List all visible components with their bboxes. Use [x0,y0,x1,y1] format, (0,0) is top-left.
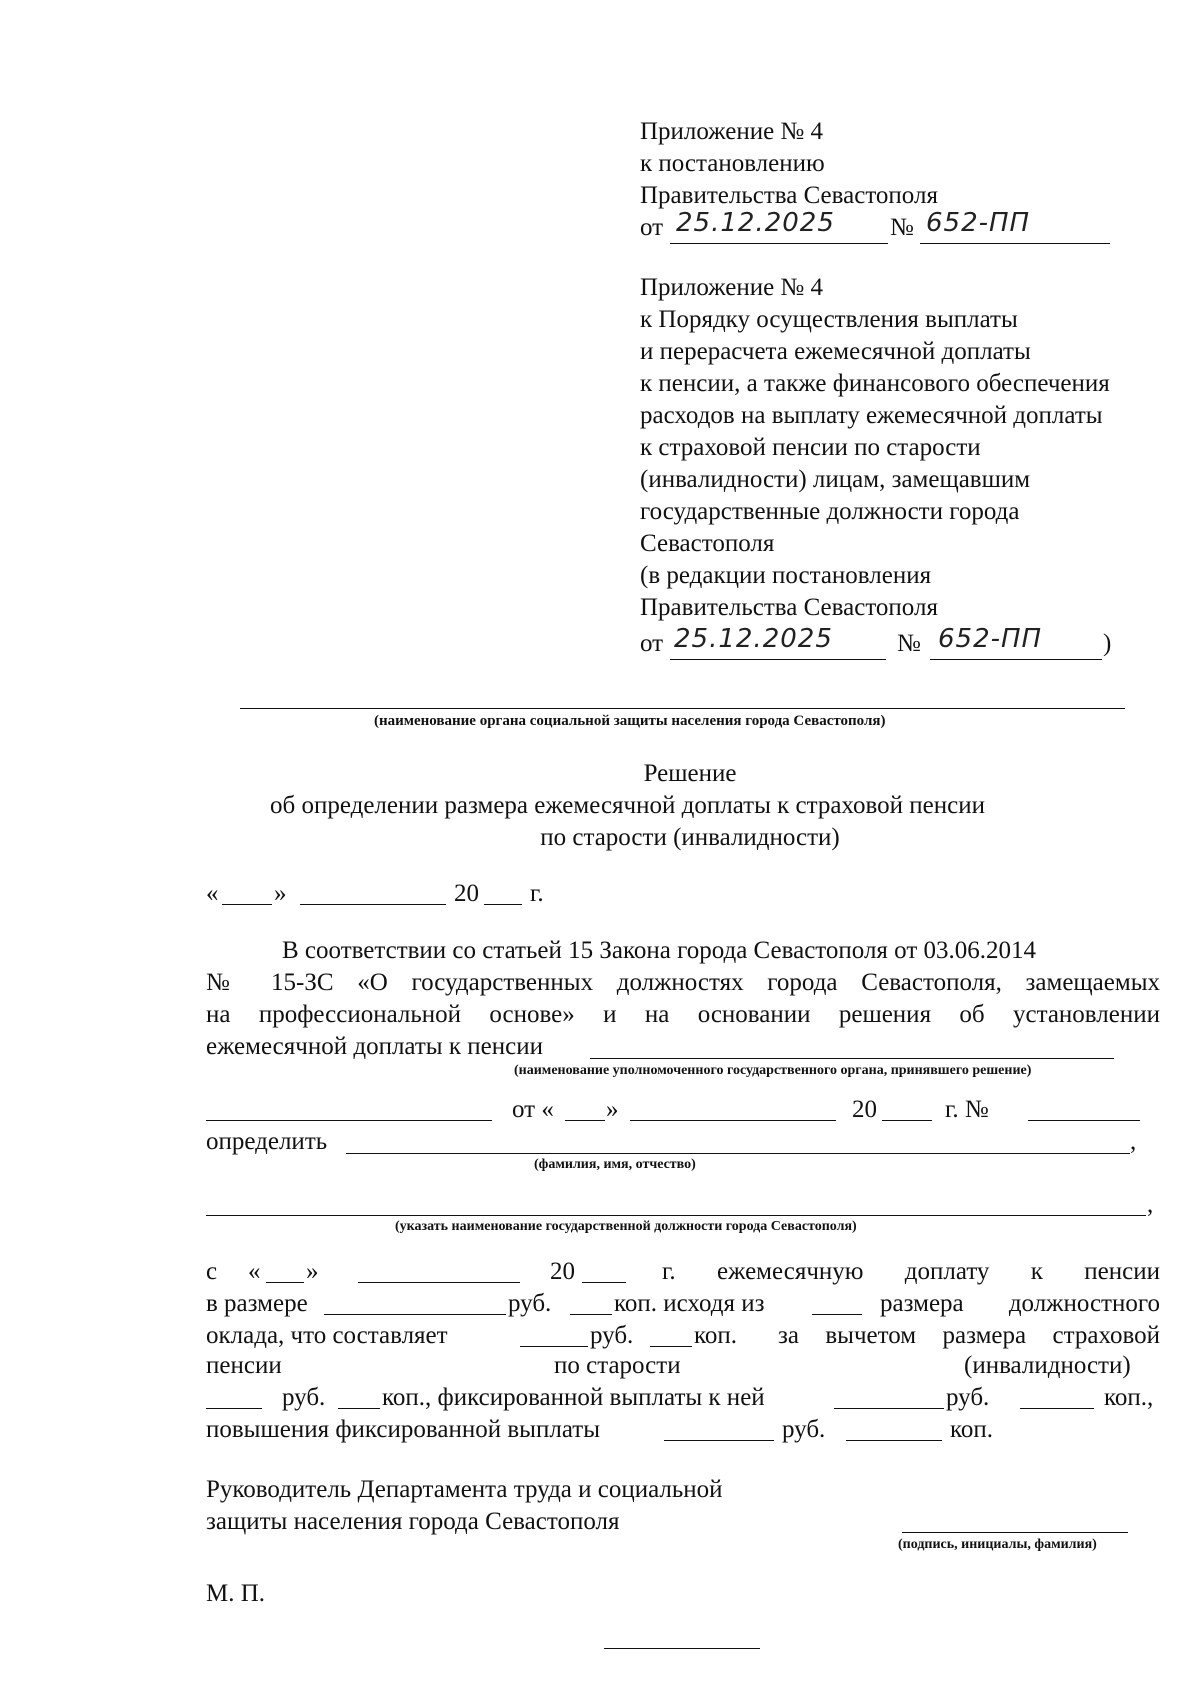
amount-factor-blank [812,1314,862,1315]
procedure-number-sign: № [897,630,921,657]
procedure-text-line: и перерасчета ежемесячной доплаты [640,338,1031,365]
date-open-quote: « [206,880,219,907]
amount-kop-blank [570,1314,612,1315]
amount-kop-from: коп. исходя из [614,1290,765,1317]
salary-kop-blank [650,1346,692,1347]
increase-kop-blank [846,1440,942,1441]
appendix-handwritten-number: 652-ПП [926,208,1031,238]
date-year-suffix: г. [530,880,544,907]
date-day-blank [222,904,272,905]
salary-rub-blank [520,1346,588,1347]
date-month-blank [300,904,446,905]
from-date-year-blank [582,1282,626,1283]
procedure-from-label: от [640,630,664,657]
body-line-3: на профессиональной основе» и на основании решения об установлении [206,1001,1160,1028]
procedure-text-line: к страховой пенсии по старости [640,434,981,461]
from-month-blank [630,1120,836,1121]
appendix-handwritten-date: 25.12.2025 [676,208,835,238]
fixed-kop2-blank [1020,1408,1094,1409]
authority-caption: (наименование органа социальной защиты населения города Севастополя) [374,713,886,729]
caption-authority-decision: (наименование уполномоченного государственного органа, принявшего решение) [514,1063,1032,1078]
procedure-text-line: расходов на выплату ежемесячной доплаты [640,402,1103,429]
fixed-rub2: руб. [946,1384,990,1411]
amount-rub-blank [324,1314,506,1315]
from-date-tail: г. ежемесячную доплату к пенсии [662,1258,1160,1285]
procedure-closing-paren: ) [1103,630,1112,657]
caption-fio: (фамилия, имя, отчество) [534,1157,696,1172]
fixed-kop-blank [338,1408,380,1409]
signature-caption: (подпись, инициалы, фамилия) [898,1537,1097,1552]
procedure-handwritten-number: 652-ПП [938,624,1043,654]
increase-rub: руб. [782,1416,826,1443]
procedure-text-line: к Порядку осуществления выплаты [640,306,1018,333]
body-line-2: № 15-ЗС «О государственных должностях города Севастополя, замещаемых [206,969,1160,996]
from-date-open-quote: « [248,1258,261,1285]
amount-tail: размера должностного [880,1290,1160,1317]
body-line-1: В соответствии со статьей 15 Закона города Севастополя от 03.06.2014 [282,937,1037,964]
appendix-number-underline [920,243,1110,244]
pension-word-3: (инвалидности) [964,1352,1131,1379]
appendix-line-2: к постановлению [640,150,825,177]
fixed-rub2-blank [834,1408,944,1409]
procedure-line-1: Приложение № 4 [640,274,824,301]
amount-rub: руб. [508,1290,552,1317]
procedure-text-line: (инвалидности) лицам, замещавшим [640,466,1031,493]
procedure-number-underline [930,659,1102,660]
signature-line-1: Руководитель Департамента труда и социальной [206,1476,723,1503]
signature-line-2: защиты населения города Севастополя [206,1508,620,1535]
procedure-handwritten-date: 25.12.2025 [674,624,833,654]
body-line-4: ежемесячной доплаты к пенсии [206,1033,543,1060]
position-blank [206,1215,1146,1216]
from-date-c: с [206,1258,218,1285]
increase-kop: коп. [950,1416,994,1443]
decision-subtitle-line-1: об определении размера ежемесячной доплаты к страховой пенсии [270,792,985,819]
fixed-rub-blank [206,1408,262,1409]
date-year-prefix: 20 [454,880,479,907]
authority-decision-blank [590,1058,1114,1059]
decision-title: Решение [643,760,737,787]
stamp-label: М. П. [206,1580,266,1607]
determine-label: определить [206,1128,328,1155]
from-date-day-blank [266,1282,304,1283]
caption-position: (указать наименование государственной должности города Севастополя) [395,1219,857,1234]
from-year-prefix: 20 [852,1096,877,1123]
signature-blank [902,1532,1128,1533]
decision-authority-blank [206,1120,492,1121]
from-date-year-prefix: 20 [550,1258,575,1285]
date-close-quote: » [274,880,287,907]
from-year-blank [882,1120,932,1121]
procedure-text-line: (в редакции постановления [640,562,932,589]
fixed-rub: руб. [282,1384,326,1411]
procedure-date-underline [670,659,886,660]
from-day-blank [565,1120,605,1121]
position-comma: , [1147,1191,1154,1218]
decision-subtitle-line-2: по старости (инвалидности) [540,824,840,851]
pension-word-1: пенсии [206,1352,282,1379]
procedure-text-line: Правительства Севастополя [640,594,938,621]
procedure-text-line: Севастополя [640,530,775,557]
pension-word-2: по старости [554,1352,681,1379]
fio-comma: , [1130,1128,1137,1155]
appendix-date-underline [670,243,888,244]
fixed-kop: коп., фиксированной выплаты к ней [382,1384,765,1411]
from-label: от « [512,1096,554,1123]
salary-rub: руб. [590,1322,634,1349]
authority-name-line [240,708,1125,709]
salary-tail: за вычетом размера страховой [778,1322,1160,1349]
end-separator [604,1648,760,1649]
fio-blank [346,1153,1130,1154]
fixed-kop2: коп., [1104,1384,1154,1411]
increase-head: повышения фиксированной выплаты [206,1416,600,1443]
date-year-blank [484,904,522,905]
increase-rub-blank [664,1440,774,1441]
appendix-line-1: Приложение № 4 [640,118,824,145]
from-date-month-blank [358,1282,520,1283]
salary-head: оклада, что составляет [206,1322,448,1349]
from-close-quote: » [606,1096,619,1123]
from-number-label: г. № [945,1096,989,1123]
appendix-line-3: Правительства Севастополя [640,182,938,209]
from-number-blank [1028,1120,1140,1121]
salary-kop: коп. [694,1322,738,1349]
amount-label: в размере [206,1290,308,1317]
from-date-close-quote: » [306,1258,319,1285]
appendix-number-sign: № [890,214,914,241]
procedure-text-line: государственные должности города [640,498,1020,525]
appendix-from-label: от [640,214,664,241]
procedure-text-line: к пенсии, а также финансового обеспечения [640,370,1110,397]
